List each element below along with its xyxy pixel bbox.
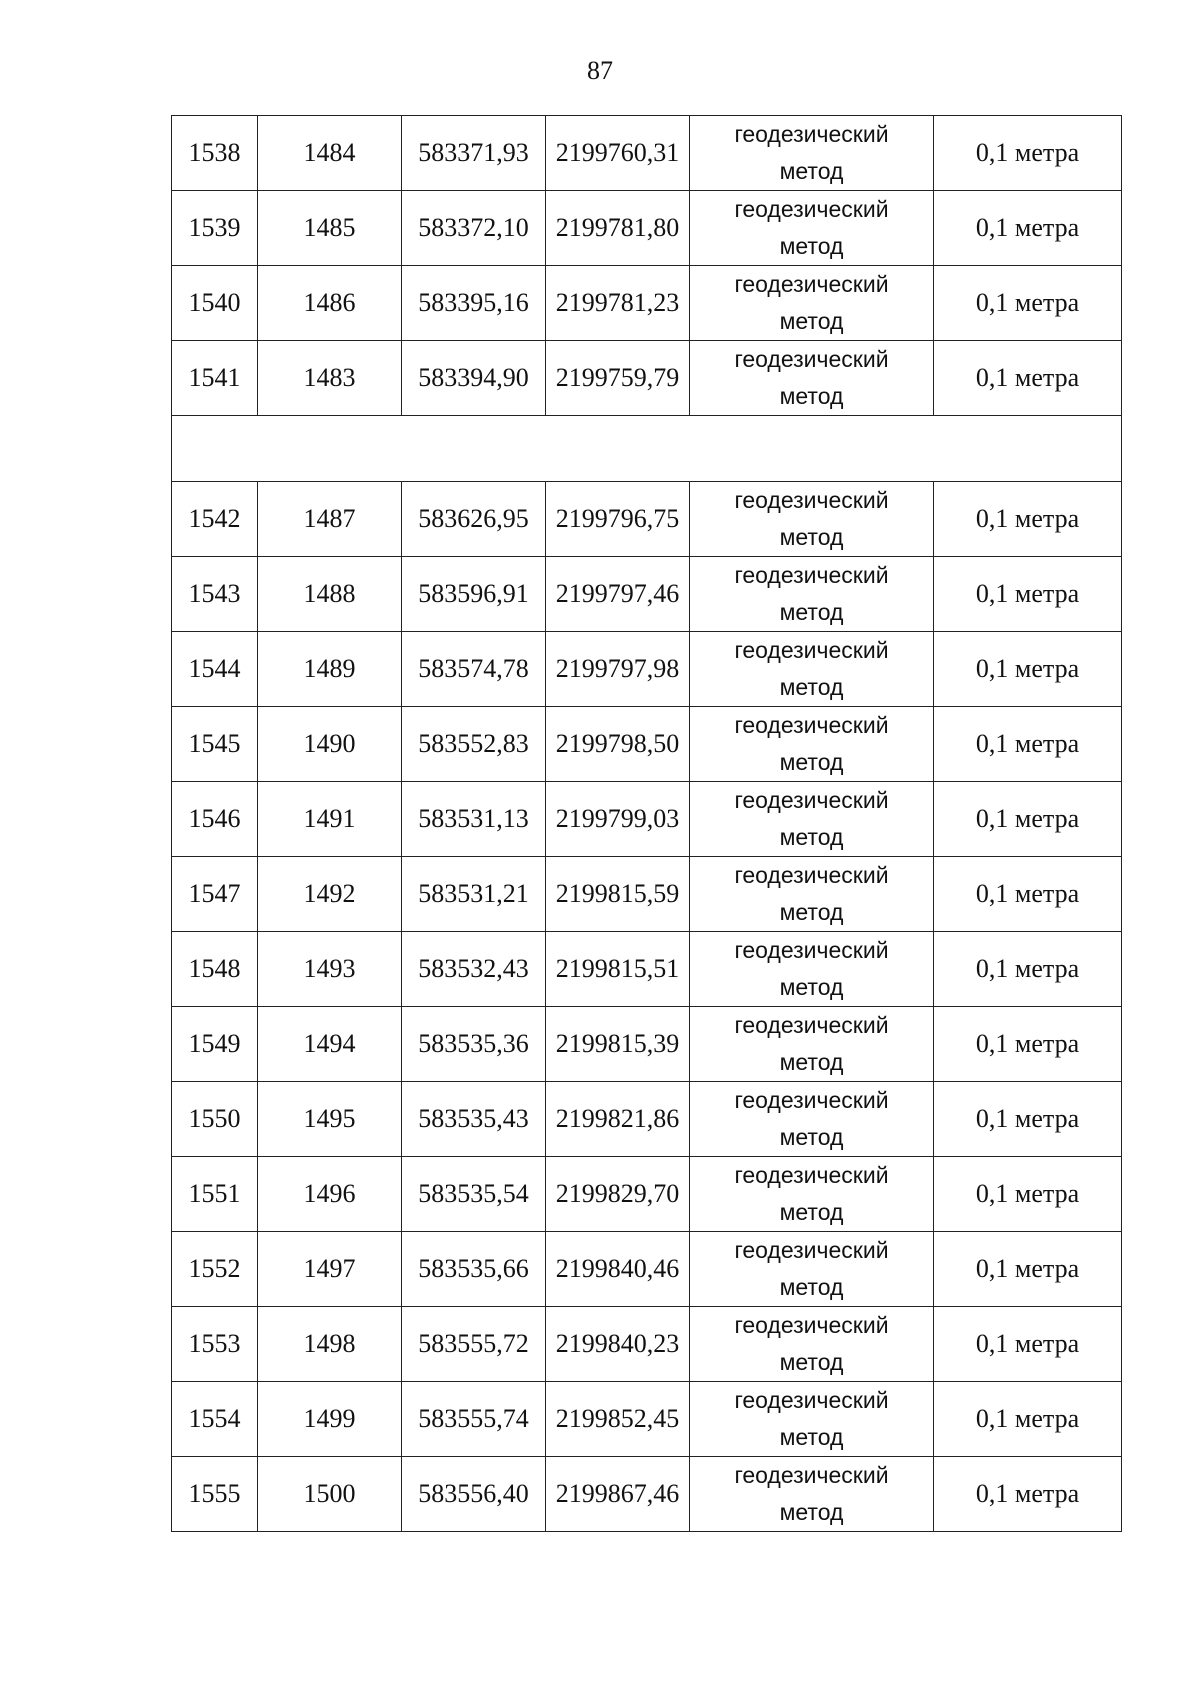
table-row xyxy=(172,1157,1122,1232)
row-number-cell: 1551 xyxy=(172,1157,258,1232)
accuracy-cell: 0,1 метра xyxy=(934,191,1122,266)
accuracy-cell: 0,1 метра xyxy=(934,1382,1122,1457)
method-line-2: метод xyxy=(779,308,844,334)
row-number-cell: 1545 xyxy=(172,707,258,782)
method-line-1: геодезический xyxy=(734,346,889,372)
table-row xyxy=(172,1382,1122,1457)
method-line-2: метод xyxy=(779,1424,844,1450)
method-cell xyxy=(690,1157,934,1232)
table-row xyxy=(172,1082,1122,1157)
y-coordinate-cell: 2199815,51 xyxy=(546,932,690,1007)
x-coordinate-cell: 583535,54 xyxy=(402,1157,546,1232)
coordinates-table xyxy=(171,115,1122,1532)
method-line-1: геодезический xyxy=(734,196,889,222)
row-number-cell: 1539 xyxy=(172,191,258,266)
method-cell xyxy=(690,932,934,1007)
row-number-cell: 1543 xyxy=(172,557,258,632)
point-number-cell: 1489 xyxy=(258,632,402,707)
method-cell xyxy=(690,1007,934,1082)
accuracy-cell: 0,1 метра xyxy=(934,1457,1122,1532)
method-line-2: метод xyxy=(779,1049,844,1075)
accuracy-cell: 0,1 метра xyxy=(934,857,1122,932)
method-line-2: метод xyxy=(779,1499,844,1525)
table-row xyxy=(172,557,1122,632)
table-row xyxy=(172,1007,1122,1082)
method-line-2: метод xyxy=(779,974,844,1000)
point-number-cell: 1491 xyxy=(258,782,402,857)
method-cell xyxy=(690,482,934,557)
point-number-cell: 1488 xyxy=(258,557,402,632)
point-number-cell: 1493 xyxy=(258,932,402,1007)
row-number-cell: 1553 xyxy=(172,1307,258,1382)
y-coordinate-cell: 2199760,31 xyxy=(546,116,690,191)
table-row xyxy=(172,1232,1122,1307)
point-number-cell: 1485 xyxy=(258,191,402,266)
method-cell xyxy=(690,1307,934,1382)
row-number-cell: 1552 xyxy=(172,1232,258,1307)
y-coordinate-cell: 2199840,46 xyxy=(546,1232,690,1307)
method-cell xyxy=(690,1382,934,1457)
y-coordinate-cell: 2199796,75 xyxy=(546,482,690,557)
row-number-cell: 1548 xyxy=(172,932,258,1007)
row-number-cell: 1541 xyxy=(172,341,258,416)
method-line-2: метод xyxy=(779,158,844,184)
row-number-cell: 1538 xyxy=(172,116,258,191)
accuracy-cell: 0,1 метра xyxy=(934,557,1122,632)
point-number-cell: 1499 xyxy=(258,1382,402,1457)
y-coordinate-cell: 2199815,39 xyxy=(546,1007,690,1082)
point-number-cell: 1500 xyxy=(258,1457,402,1532)
row-number-cell: 1549 xyxy=(172,1007,258,1082)
point-number-cell: 1484 xyxy=(258,116,402,191)
accuracy-cell: 0,1 метра xyxy=(934,1157,1122,1232)
y-coordinate-cell: 2199867,46 xyxy=(546,1457,690,1532)
accuracy-cell: 0,1 метра xyxy=(934,266,1122,341)
method-line-2: метод xyxy=(779,1124,844,1150)
method-line-2: метод xyxy=(779,899,844,925)
method-line-1: геодезический xyxy=(734,121,889,147)
accuracy-cell: 0,1 метра xyxy=(934,1082,1122,1157)
x-coordinate-cell: 583395,16 xyxy=(402,266,546,341)
method-cell xyxy=(690,707,934,782)
x-coordinate-cell: 583555,72 xyxy=(402,1307,546,1382)
method-line-2: метод xyxy=(779,674,844,700)
x-coordinate-cell: 583626,95 xyxy=(402,482,546,557)
x-coordinate-cell: 583535,66 xyxy=(402,1232,546,1307)
table-row xyxy=(172,1457,1122,1532)
method-line-1: геодезический xyxy=(734,637,889,663)
y-coordinate-cell: 2199852,45 xyxy=(546,1382,690,1457)
x-coordinate-cell: 583372,10 xyxy=(402,191,546,266)
point-number-cell: 1487 xyxy=(258,482,402,557)
x-coordinate-cell: 583371,93 xyxy=(402,116,546,191)
x-coordinate-cell: 583532,43 xyxy=(402,932,546,1007)
row-number-cell: 1542 xyxy=(172,482,258,557)
y-coordinate-cell: 2199781,80 xyxy=(546,191,690,266)
method-cell xyxy=(690,857,934,932)
accuracy-cell: 0,1 метра xyxy=(934,116,1122,191)
accuracy-cell: 0,1 метра xyxy=(934,1007,1122,1082)
y-coordinate-cell: 2199797,98 xyxy=(546,632,690,707)
point-number-cell: 1496 xyxy=(258,1157,402,1232)
point-number-cell: 1492 xyxy=(258,857,402,932)
accuracy-cell: 0,1 метра xyxy=(934,932,1122,1007)
x-coordinate-cell: 583535,43 xyxy=(402,1082,546,1157)
x-coordinate-cell: 583555,74 xyxy=(402,1382,546,1457)
point-number-cell: 1498 xyxy=(258,1307,402,1382)
method-line-1: геодезический xyxy=(734,712,889,738)
method-cell xyxy=(690,191,934,266)
method-line-2: метод xyxy=(779,749,844,775)
x-coordinate-cell: 583596,91 xyxy=(402,557,546,632)
y-coordinate-cell: 2199840,23 xyxy=(546,1307,690,1382)
method-line-2: метод xyxy=(779,1199,844,1225)
table-row xyxy=(172,116,1122,191)
table-row xyxy=(172,341,1122,416)
accuracy-cell: 0,1 метра xyxy=(934,1307,1122,1382)
method-line-2: метод xyxy=(779,233,844,259)
table-row xyxy=(172,191,1122,266)
accuracy-cell: 0,1 метра xyxy=(934,707,1122,782)
y-coordinate-cell: 2199797,46 xyxy=(546,557,690,632)
method-line-2: метод xyxy=(779,383,844,409)
method-line-1: геодезический xyxy=(734,1462,889,1488)
table-row xyxy=(172,782,1122,857)
accuracy-cell: 0,1 метра xyxy=(934,632,1122,707)
row-number-cell: 1547 xyxy=(172,857,258,932)
method-line-2: метод xyxy=(779,824,844,850)
point-number-cell: 1494 xyxy=(258,1007,402,1082)
method-cell xyxy=(690,632,934,707)
row-number-cell: 1554 xyxy=(172,1382,258,1457)
method-line-1: геодезический xyxy=(734,271,889,297)
table-row xyxy=(172,482,1122,557)
x-coordinate-cell: 583556,40 xyxy=(402,1457,546,1532)
point-number-cell: 1497 xyxy=(258,1232,402,1307)
accuracy-cell: 0,1 метра xyxy=(934,341,1122,416)
table-row xyxy=(172,266,1122,341)
x-coordinate-cell: 583394,90 xyxy=(402,341,546,416)
table-row xyxy=(172,632,1122,707)
x-coordinate-cell: 583574,78 xyxy=(402,632,546,707)
method-line-1: геодезический xyxy=(734,487,889,513)
method-cell xyxy=(690,1082,934,1157)
y-coordinate-cell: 2199781,23 xyxy=(546,266,690,341)
method-cell xyxy=(690,266,934,341)
x-coordinate-cell: 583535,36 xyxy=(402,1007,546,1082)
method-line-2: метод xyxy=(779,524,844,550)
method-cell xyxy=(690,557,934,632)
method-line-1: геодезический xyxy=(734,862,889,888)
method-line-1: геодезический xyxy=(734,787,889,813)
method-line-2: метод xyxy=(779,599,844,625)
y-coordinate-cell: 2199821,86 xyxy=(546,1082,690,1157)
method-line-1: геодезический xyxy=(734,1387,889,1413)
table-row xyxy=(172,707,1122,782)
method-line-2: метод xyxy=(779,1274,844,1300)
method-cell xyxy=(690,341,934,416)
row-number-cell: 1555 xyxy=(172,1457,258,1532)
method-line-1: геодезический xyxy=(734,937,889,963)
method-cell xyxy=(690,116,934,191)
empty-separator-row xyxy=(172,416,1122,482)
row-number-cell: 1546 xyxy=(172,782,258,857)
point-number-cell: 1486 xyxy=(258,266,402,341)
row-number-cell: 1550 xyxy=(172,1082,258,1157)
method-cell xyxy=(690,782,934,857)
accuracy-cell: 0,1 метра xyxy=(934,482,1122,557)
page-number: 87 xyxy=(587,56,613,85)
method-line-1: геодезический xyxy=(734,1012,889,1038)
accuracy-cell: 0,1 метра xyxy=(934,782,1122,857)
y-coordinate-cell: 2199815,59 xyxy=(546,857,690,932)
y-coordinate-cell: 2199759,79 xyxy=(546,341,690,416)
row-number-cell: 1540 xyxy=(172,266,258,341)
row-number-cell: 1544 xyxy=(172,632,258,707)
x-coordinate-cell: 583552,83 xyxy=(402,707,546,782)
method-cell xyxy=(690,1232,934,1307)
method-line-1: геодезический xyxy=(734,1087,889,1113)
method-line-1: геодезический xyxy=(734,1237,889,1263)
method-line-2: метод xyxy=(779,1349,844,1375)
table-row xyxy=(172,932,1122,1007)
table-row xyxy=(172,1307,1122,1382)
table-row xyxy=(172,857,1122,932)
y-coordinate-cell: 2199829,70 xyxy=(546,1157,690,1232)
empty-separator-cell xyxy=(172,416,1122,482)
method-line-1: геодезический xyxy=(734,1312,889,1338)
x-coordinate-cell: 583531,13 xyxy=(402,782,546,857)
method-line-1: геодезический xyxy=(734,562,889,588)
y-coordinate-cell: 2199799,03 xyxy=(546,782,690,857)
point-number-cell: 1483 xyxy=(258,341,402,416)
point-number-cell: 1490 xyxy=(258,707,402,782)
method-cell xyxy=(690,1457,934,1532)
x-coordinate-cell: 583531,21 xyxy=(402,857,546,932)
point-number-cell: 1495 xyxy=(258,1082,402,1157)
accuracy-cell: 0,1 метра xyxy=(934,1232,1122,1307)
y-coordinate-cell: 2199798,50 xyxy=(546,707,690,782)
method-line-1: геодезический xyxy=(734,1162,889,1188)
